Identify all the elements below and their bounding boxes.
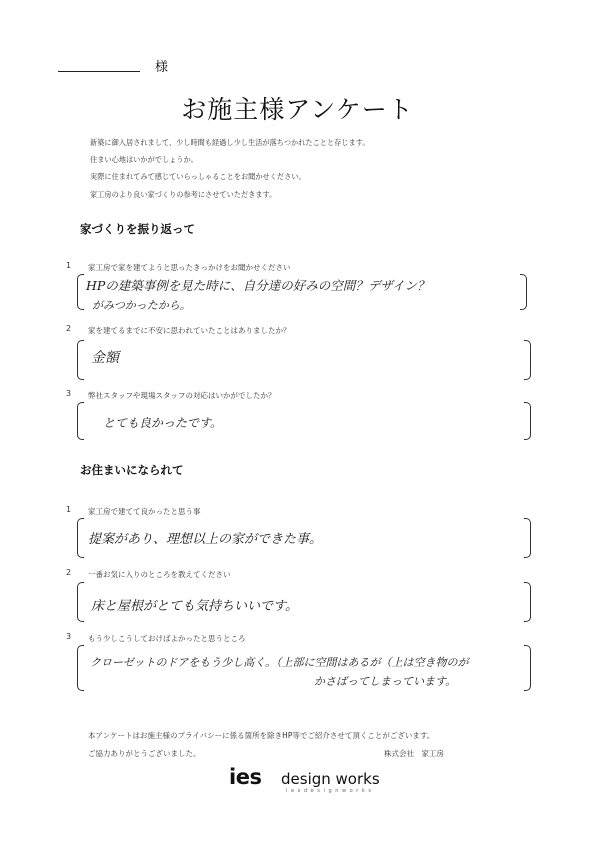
intro-line: 実際に住まれてみて感じていらっしゃることをお聞かせください。 bbox=[90, 172, 306, 181]
question-number: 2 bbox=[66, 324, 72, 333]
customer-name-line bbox=[58, 71, 140, 72]
company-name: 株式会社 家工房 bbox=[384, 749, 444, 758]
page-title: お施主様アンケート bbox=[181, 95, 414, 124]
question-number: 1 bbox=[66, 261, 72, 270]
answer-bracket-right bbox=[524, 340, 531, 380]
question-text: 一番お気に入りのところを教えてください bbox=[88, 570, 231, 579]
question-number: 2 bbox=[66, 568, 72, 577]
handwritten-answer: 床と屋根がとても気持ちいいです。 bbox=[91, 599, 298, 614]
intro-line: 新築に御入居されまして、少し時間も経過し少し生活が落ちつかれたことと存じます。 bbox=[90, 138, 370, 147]
answer-bracket-right bbox=[524, 518, 531, 558]
question-text: もう少しこうしておけばよかったと思うところ bbox=[88, 634, 246, 643]
handwritten-answer: 提案があり、理想以上の家ができた事。 bbox=[88, 532, 323, 547]
question-text: 家工房で家を建てようと思ったきっかけをお聞かせください bbox=[88, 263, 291, 272]
answer-bracket-left bbox=[77, 518, 84, 558]
answer-bracket-left bbox=[77, 274, 84, 310]
handwritten-answer: HPの建築事例を見た時に、自分達の好みの空間？デザイン？ bbox=[86, 278, 430, 293]
question-number: 3 bbox=[66, 389, 72, 398]
answer-bracket-right bbox=[524, 582, 531, 622]
privacy-note: 本アンケートはお施主様のプライバシーに係る箇所を除きHP等でご紹介させて頂くことがございます。 bbox=[88, 731, 435, 740]
company-logo-mark: ies bbox=[229, 765, 262, 789]
honorific: 様 bbox=[155, 60, 169, 75]
answer-bracket-left bbox=[77, 340, 84, 380]
company-logo-tagline: i e s d e s i g n w o r k s bbox=[286, 788, 373, 794]
handwritten-answer: かさばってしまっています。 bbox=[314, 675, 457, 688]
thanks-text: ご協力ありがとうございました。 bbox=[88, 749, 201, 758]
handwritten-answer: クローゼットのドアをもう少し高く。（上部に空間はあるが（上は空き物のが bbox=[90, 656, 469, 669]
company-logo-text: design works bbox=[281, 770, 380, 788]
question-number: 3 bbox=[66, 632, 72, 641]
handwritten-answer: とても良かったです。 bbox=[103, 416, 223, 430]
answer-bracket-left bbox=[77, 582, 84, 622]
question-text: 弊社スタッフや現場スタッフの対応はいかがでしたか？ bbox=[88, 391, 276, 400]
question-number: 1 bbox=[66, 505, 72, 514]
question-text: 家工房で建てて良かったと思う事 bbox=[88, 507, 201, 516]
answer-bracket-left bbox=[77, 402, 84, 440]
section-heading: 家づくりを振り返って bbox=[80, 222, 195, 236]
answer-bracket-right bbox=[524, 645, 531, 691]
answer-bracket-right bbox=[520, 274, 527, 310]
intro-line: 住まい心地はいかがでしょうか。 bbox=[90, 155, 198, 164]
answer-bracket-left bbox=[77, 645, 84, 691]
handwritten-answer: がみつかったから。 bbox=[92, 299, 191, 312]
intro-line: 家工房のより良い家づくりの参考にさせていただきます。 bbox=[90, 190, 277, 199]
question-text: 家を建てるまでに不安に思われていたことはありましたか？ bbox=[88, 326, 291, 335]
section-heading: お住まいになられて bbox=[80, 463, 184, 477]
answer-bracket-right bbox=[524, 402, 531, 440]
handwritten-answer: 金額 bbox=[91, 350, 119, 366]
